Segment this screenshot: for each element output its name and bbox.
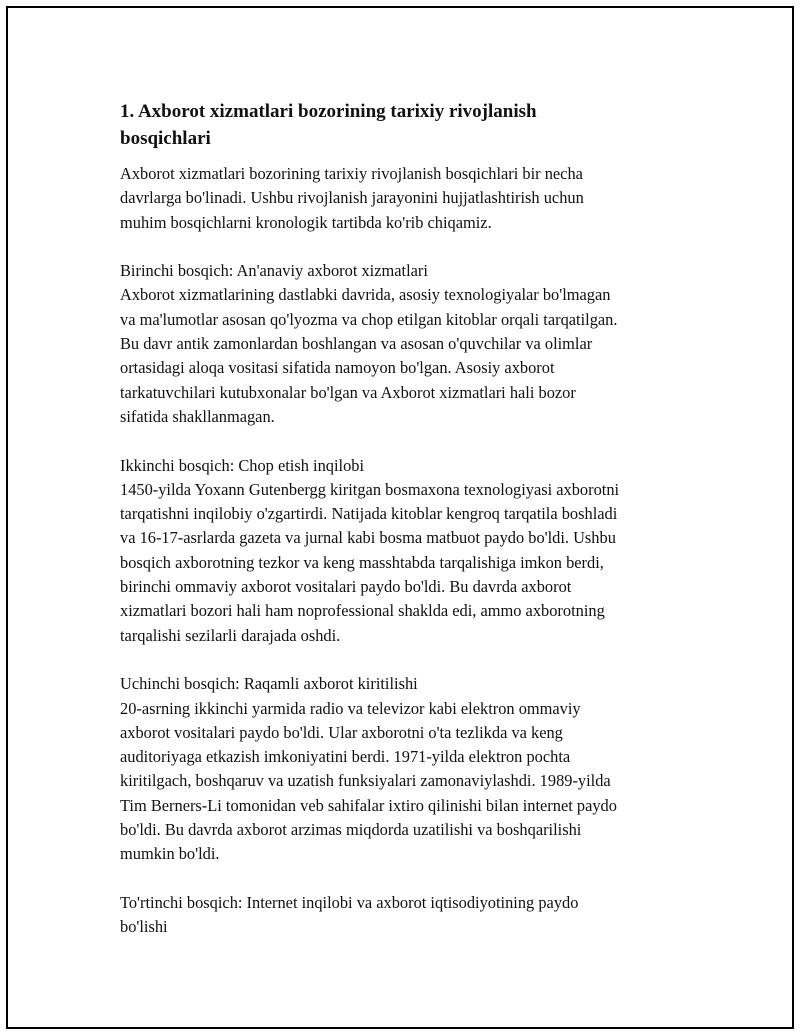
text-line: bo'ldi. Bu davrda axborot arzimas miqdorda uzatilishi va boshqarilishi [120,820,582,840]
text-line: tarqalishi sezilarli darajada oshdi. [120,625,341,645]
intro-paragraph [120,162,700,235]
page-frame [6,6,794,1029]
stage-2-paragraph [120,454,700,648]
text-line: tarkatuvchilari kutubxonalar bo'lgan va Axborot xizmatlari hali bozor [120,382,576,402]
text-line: xizmatlari bozori hali ham noprofessional shaklda edi, ammo axborotning [120,601,605,621]
text-line: axborot vositalari paydo bo'ldi. Ular axborotni o'ta tezlikda va keng [120,722,563,742]
text-line: Axborot xizmatlari bozorining tarixiy rivojlanish bosqichlari bir necha [120,164,583,183]
text-line: auditoriyaga etkazish imkoniyatini berdi. 1971-yilda elektron pochta [120,747,571,767]
stage-title: To'rtinchi bosqich: Internet inqilobi va axborot iqtisodiyotining paydo [120,892,579,912]
text-line: sifatida shakllanmagan. [120,406,275,426]
text-line: davrlarga bo'linadi. Ushbu rivojlanish jarayonini hujjatlashtirish uchun [120,188,584,208]
text-line: ortasidagi aloqa vositasi sifatida namoyon bo'lgan. Asosiy axborot [120,358,555,378]
text-line: 20-asrning ikkinchi yarmida radio va televizor kabi elektron ommaviy [120,698,581,718]
text-line: tarqatishni inqilobiy o'zgartirdi. Natijada kitoblar kengroq tarqatila boshladi [120,504,618,524]
stage-1-paragraph [120,259,700,429]
text-line: 1450-yilda Yoxann Gutenbergg kiritgan bosmaxona texnologiyasi axborotni [120,479,620,499]
heading-line: bosqichlari [120,128,211,149]
text-line: birinchi ommaviy axborot vositalari paydo bo'ldi. Bu davrda axborot [120,577,572,597]
document-body [120,98,700,964]
stage-title: Ikkinchi bosqich: Chop etish inqilobi [120,455,365,475]
text-line: Axborot xizmatlarining dastlabki davrida, asosiy texnologiyalar bo'lmagan [120,285,611,305]
text-line: bo'lishi [120,917,168,937]
section-heading [120,98,700,152]
text-line: bosqich axborotning tezkor va keng masshtabda tarqalishiga imkon berdi, [120,552,604,572]
text-line: va ma'lumotlar asosan qo'lyozma va chop etilgan kitoblar orqali tarqatilgan. [120,309,618,329]
stage-4-paragraph [120,891,700,940]
stage-title: Birinchi bosqich: An'anaviy axborot xizmatlari [120,261,428,281]
text-line: muhim bosqichlarni kronologik tartibda ko'rib chiqamiz. [120,212,492,232]
text-line: mumkin bo'ldi. [120,844,220,864]
text-line: kiritilgach, boshqaruv va uzatish funksiyalari zamonaviylashdi. 1989-yilda [120,771,611,791]
stage-3-paragraph [120,672,700,866]
heading-line: 1. Axborot xizmatlari bozorining tarixiy rivojlanish [120,101,537,122]
text-line: Tim Berners-Li tomonidan veb sahifalar ixtiro qilinishi bilan internet paydo [120,795,617,815]
text-line: Bu davr antik zamonlardan boshlangan va asosan o'quvchilar va olimlar [120,334,593,354]
stage-title: Uchinchi bosqich: Raqamli axborot kiritilishi [120,674,418,694]
text-line: va 16-17-asrlarda gazeta va jurnal kabi bosma matbuot paydo bo'ldi. Ushbu [120,528,616,548]
